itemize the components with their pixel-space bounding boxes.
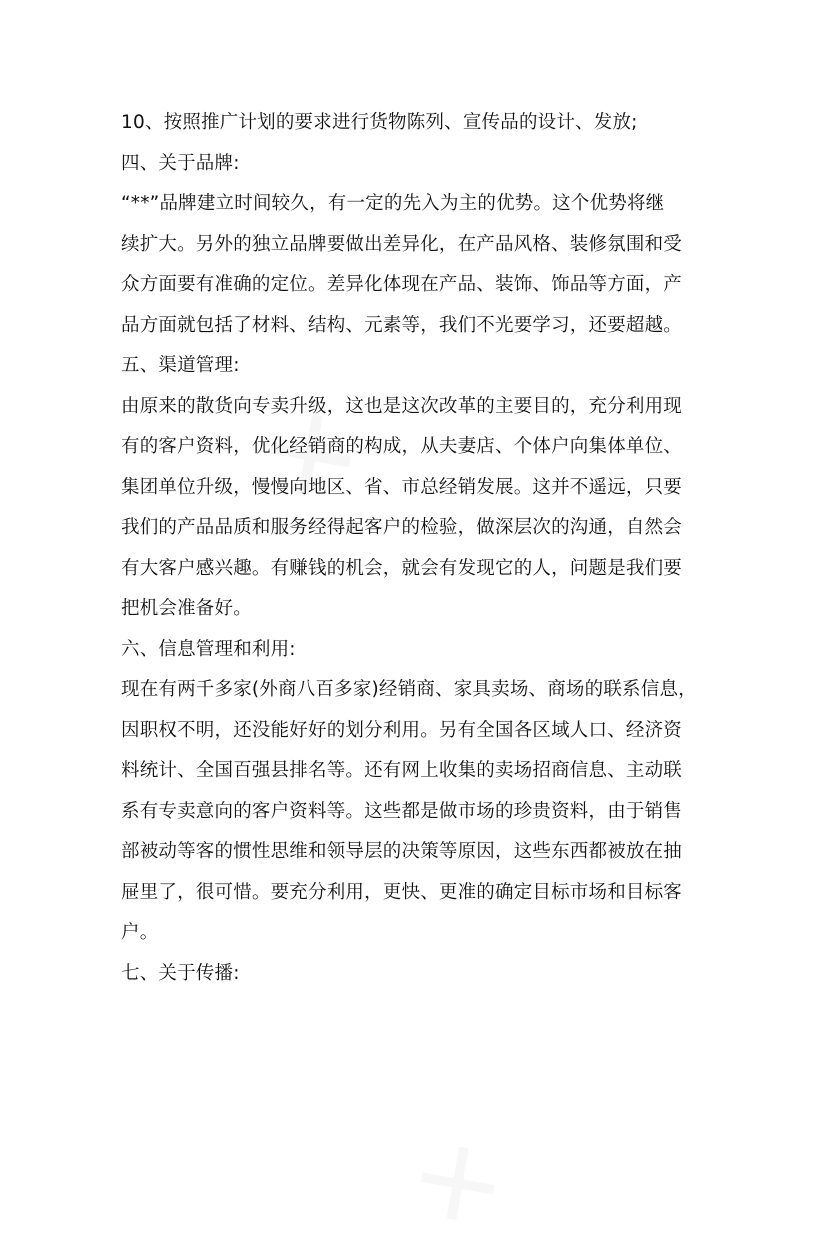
document-body (121, 103, 721, 994)
paragraph-line: 系有专卖意向的客户资料等。这些都是做市场的珍贵资料，由于销售 (121, 800, 683, 822)
paragraph-line: 续扩大。另外的独立品牌要做出差异化，在产品风格、装修氛围和受 (121, 233, 683, 255)
paragraph-line: 有的客户资料，优化经销商的构成，从夫妻店、个体户向集体单位、 (121, 436, 683, 457)
paragraph-line: 把机会准备好。 (121, 598, 252, 619)
paragraph-line: 由原来的散货向专卖升级，这也是这次改革的主要目的，充分利用现 (121, 395, 683, 417)
text-line-item-10: 10、按照推广计划的要求进行货物陈列、宣传品的设计、发放; (121, 112, 638, 133)
watermark-bottom: ✕ (390, 1113, 527, 1257)
section-heading-brand: 四、关于品牌: (121, 152, 240, 174)
paragraph-line: 因职权不明，还没能好好的划分利用。另有全国各区域人口、经济资 (121, 719, 683, 741)
paragraph-line: 集团单位升级，慢慢向地区、省、市总经销发展。这并不遥远，只要 (121, 476, 683, 498)
paragraph-line: 我们的产品品质和服务经得起客户的检验，做深层次的沟通，自然会 (121, 517, 683, 538)
paragraph-line: 有大客户感兴趣。有赚钱的机会，就会有发现它的人，问题是我们要 (121, 557, 683, 579)
paragraph-line: 现在有两千多家(外商八百多家)经销商、家具卖场、商场的联系信息， (121, 679, 697, 700)
paragraph-line: 品方面就包括了材料、结构、元素等，我们不光要学习，还要超越。 (121, 314, 683, 336)
paragraph-line: 部被动等客的惯性思维和领导层的决策等原因，这些东西都被放在抽 (121, 841, 683, 862)
section-heading-channel: 五、渠道管理: (121, 355, 240, 376)
watermark: ✕ (237, 377, 387, 536)
paragraph-line: 众方面要有准确的定位。差异化体现在产品、装饰、饰品等方面，产 (121, 274, 683, 295)
paragraph-line: 料统计、全国百强县排名等。还有网上收集的卖场招商信息、主动联 (121, 760, 683, 781)
paragraph-line: “**”品牌建立时间较久，有一定的先入为主的优势。这个优势将继 (121, 193, 665, 214)
paragraph-line: 户。 (121, 922, 159, 943)
section-heading-information: 六、信息管理和利用: (121, 638, 296, 660)
paragraph-line: 屉里了，很可惜。要充分利用，更快、更准的确定目标市场和目标客 (121, 881, 683, 903)
section-heading-communication: 七、关于传播: (121, 962, 240, 984)
